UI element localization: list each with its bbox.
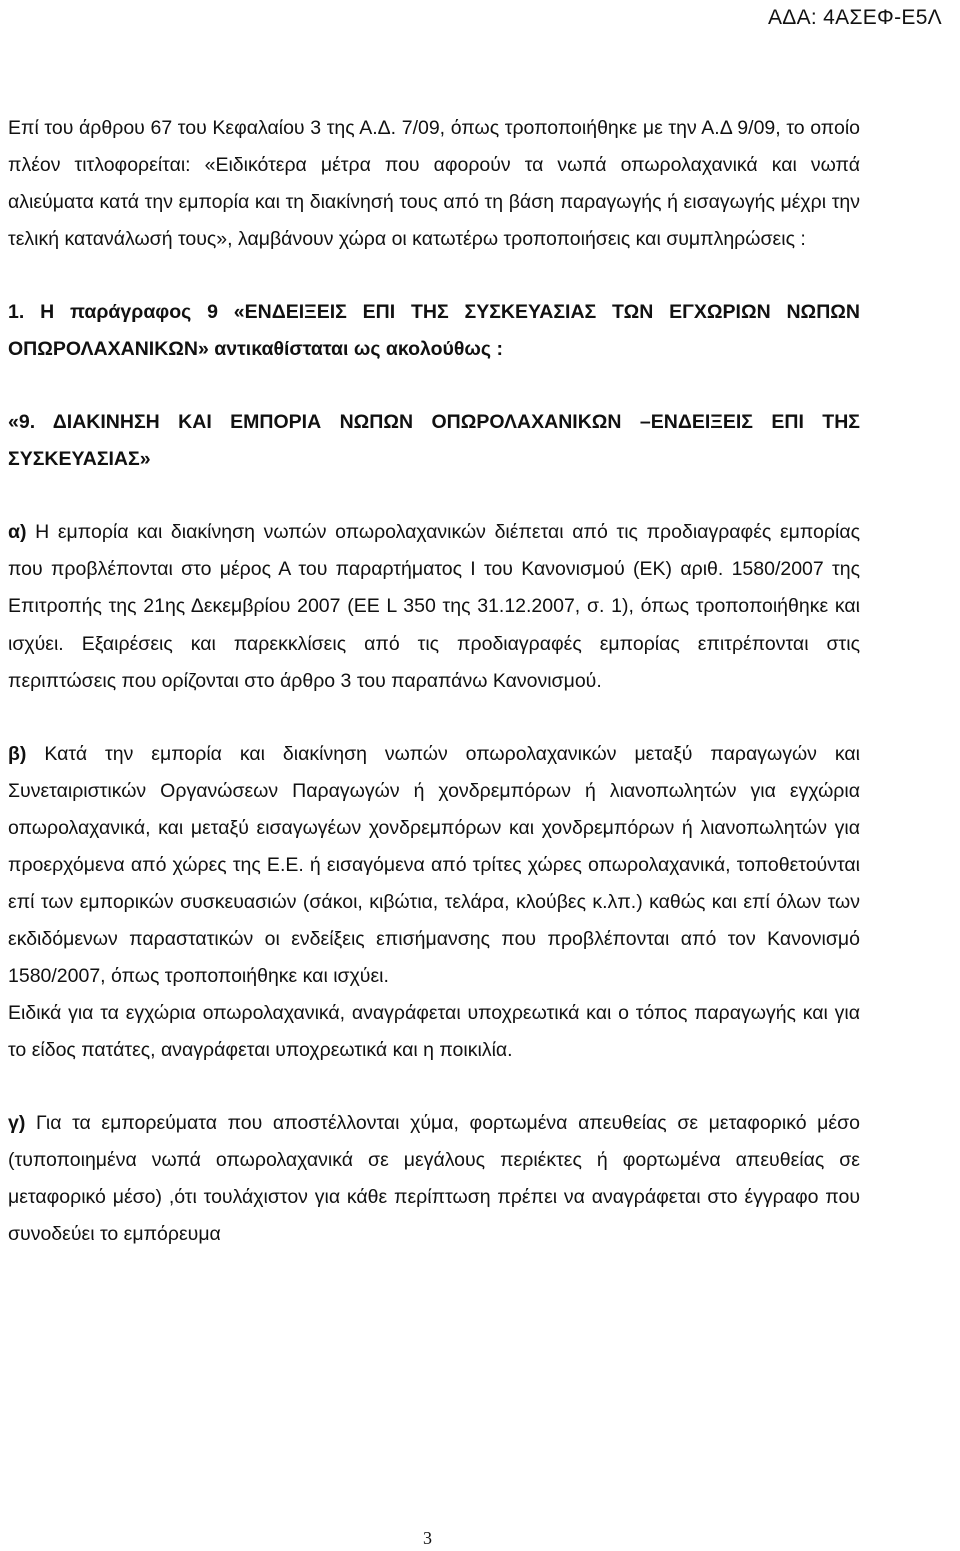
paragraph-b-continuation: Ειδικά για τα εγχώρια οπωρολαχανικά, αναγράφεται υποχρεωτικά και ο τόπος παραγωγής και για το είδος πατάτες, αναγράφεται υποχρεωτικά και η ποικιλία. <box>8 1001 860 1061</box>
document-code: ΑΔΑ: 4ΑΣΕΦ-Ε5Λ <box>767 6 942 29</box>
item-1-heading: 1. Η παράγραφος 9 «ΕΝΔΕΙΞΕΙΣ ΕΠΙ ΤΗΣ ΣΥΣΚΕΥΑΣΙΑΣ ΤΩΝ ΕΓΧΩΡΙΩΝ ΝΩΠΩΝ ΟΠΩΡΟΛΑΧΑΝΙΚΩΝ» αντικαθίσταται ως ακολούθως : <box>8 301 860 361</box>
paragraph-b-text: Κατά την εμπορία και διακίνηση νωπών οπωρολαχανικών μεταξύ παραγωγών και Συνεταιριστικών Οργανώσεων Παραγωγών ή χονδρεμπόρων ή λιανοπωλητών για εγχώρια οπωρολαχανικά, και μεταξύ εισαγωγέων χονδρεμπόρων και χονδρεμπόρων ή λιανοπωλητών για προερχόμενα από χώρες της Ε.Ε. ή εισαγόμενα από τρίτες χώρες οπωρολαχανικά, τοποθετούνται επί των εμπορικών συσκευασιών (σάκοι, κιβώτια, τελάρα, κλούβες κ.λπ.) καθώς και επί όλων των εκδιδόμενων παραστατικών οι ενδείξεις επισήμανσης που προβλέπονται από τον Κανονισμό 1580/2007, όπως τροποποιήθηκε και ισχύει. <box>8 742 860 987</box>
page-number: 3 <box>423 1528 432 1548</box>
paragraph-b-label: β) <box>8 742 27 765</box>
document-body <box>8 110 860 1253</box>
paragraph-a <box>8 514 860 699</box>
section-9-heading: «9. ΔΙΑΚΙΝΗΣΗ ΚΑΙ ΕΜΠΟΡΙΑ ΝΩΠΩΝ ΟΠΩΡΟΛΑΧΑΝΙΚΩΝ –ΕΝΔΕΙΞΕΙΣ ΕΠΙ ΤΗΣ ΣΥΣΚΕΥΑΣΙΑΣ» <box>8 411 860 471</box>
paragraph-c-text: Για τα εμπορεύματα που αποστέλλονται χύμα, φορτωμένα απευθείας σε μεταφορικό μέσο (τυποποιημένα νωπά οπωρολαχανικά σε μεγάλους περιέκτες ή φορτωμένα απευθείας σε μεταφορικό μέσο) ,ότι τουλάχιστον για κάθε περίπτωση πρέπει να αναγράφεται στο έγγραφο που συνοδεύει το εμπόρευμα <box>8 1112 860 1246</box>
paragraph-c <box>8 1105 860 1253</box>
paragraph-b <box>8 736 860 995</box>
intro-paragraph: Επί του άρθρου 67 του Κεφαλαίου 3 της Α.Δ. 7/09, όπως τροποποιήθηκε με την Α.Δ 9/09, το οποίο πλέον τιτλοφορείται: «Ειδικότερα μέτρα που αφορούν τα νωπά οπωρολαχανικά και νωπά αλιεύματα κατά την εμπορία και τη διακίνησή τους από τη βάση παραγωγής ή εισαγωγής μέχρι την τελική κατανάλωσή τους», λαμβάνουν χώρα οι κατωτέρω τροποποιήσεις και συμπληρώσεις : <box>8 117 860 251</box>
paragraph-a-label: α) <box>8 521 27 544</box>
paragraph-c-label: γ) <box>8 1112 26 1135</box>
paragraph-a-text: Η εμπορία και διακίνηση νωπών οπωρολαχανικών διέπεται από τις προδιαγραφές εμπορίας που προβλέπονται στο μέρος Α του παραρτήματος Ι του Κανονισμού (ΕΚ) αριθ. 1580/2007 της Επιτροπής της 21ης Δεκεμβρίου 2007 (ΕΕ L 350 της 31.12.2007, σ. 1), όπως τροποποιήθηκε και ισχύει. Εξαιρέσεις και παρεκκλίσεις από τις προδιαγραφές εμπορίας επιτρέπονται στις περιπτώσεις που ορίζονται στο άρθρο 3 του παραπάνω Κανονισμού. <box>8 521 860 692</box>
